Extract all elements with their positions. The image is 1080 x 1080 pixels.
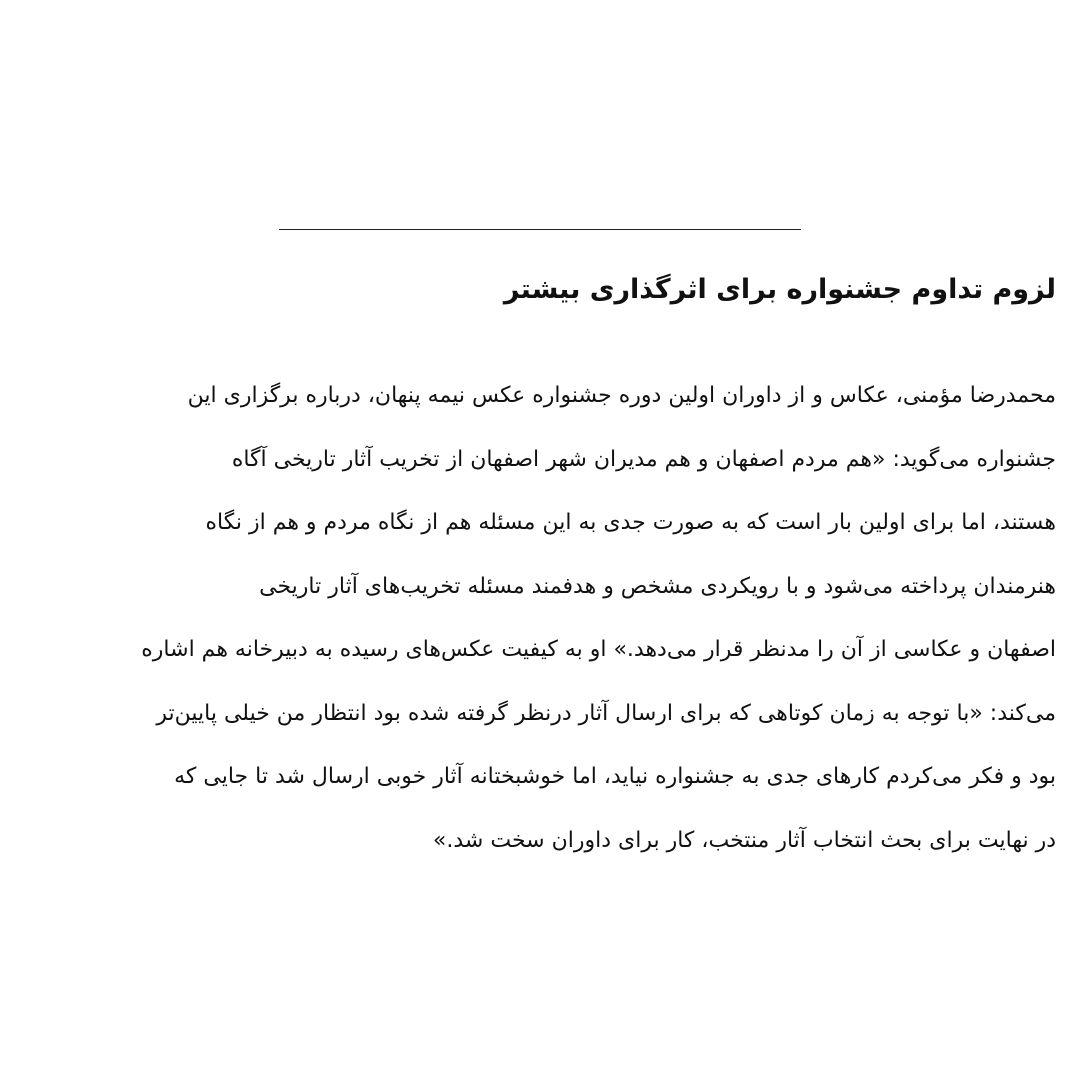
paragraph-line: محمدرضا مؤمنی، عکاس و از داوران اولین دوره جشنواره عکس نیمه پنهان، درباره برگزاری این (187, 383, 1056, 408)
paragraph-line: در نهایت برای بحث انتخاب آثار منتخب، کار برای داوران سخت شد.» (432, 827, 1056, 853)
paragraph-line: هستند، اما برای اولین بار است که به صورت جدی به این مسئله هم از نگاه مردم و هم از نگاه (205, 510, 1056, 535)
paragraph-line: بود و فکر می‌کردم کارهای جدی به جشنواره نیاید، اما خوشبختانه آثار خوبی ارسال شد تا جایی که (174, 764, 1056, 789)
article-section (24, 262, 1056, 872)
paragraph-line: اصفهان و عکاسی از آن را مدنظر قرار می‌دهد.» او به کیفیت عکس‌های رسیده به دبیرخانه هم اشاره (141, 637, 1056, 662)
article-headline: لزوم تداوم جشنواره برای اثرگذاری بیشتر (503, 274, 1056, 305)
paragraph-line: می‌کند: «با توجه به زمان کوتاهی که برای ارسال آثار درنظر گرفته شده بود انتظار من خیلی پایین‌تر (156, 700, 1056, 726)
paragraph-line: جشنواره می‌گوید: «هم مردم اصفهان و هم مدیران شهر اصفهان از تخریب آثار تاریخی آگاه (231, 446, 1056, 472)
paragraph-line: هنرمندان پرداخته می‌شود و با رویکردی مشخص و هدفمند مسئله تخریب‌های آثار تاریخی (259, 573, 1056, 599)
section-divider (279, 229, 801, 230)
article-paragraph (24, 364, 1056, 872)
